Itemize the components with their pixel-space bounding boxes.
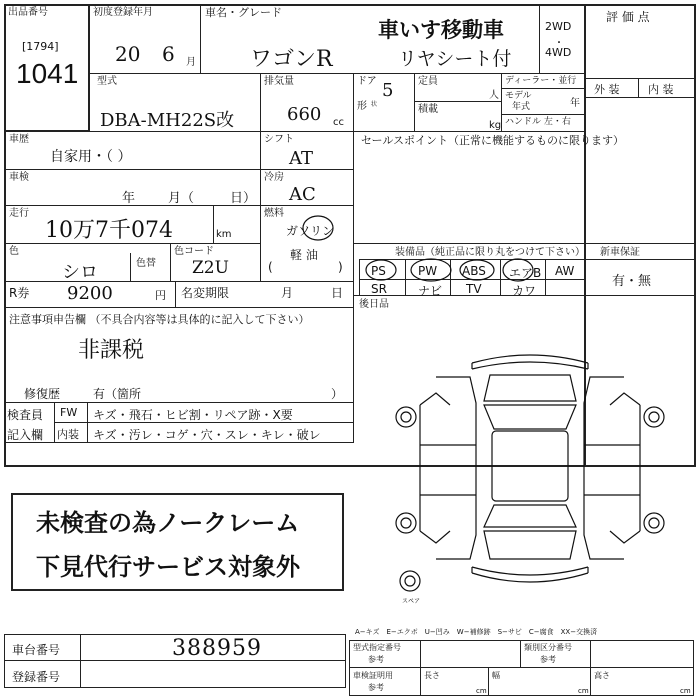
drive-2wd: 2WD (545, 20, 572, 33)
registration-year: 20 (115, 42, 141, 66)
history-value: 自家用・（ ） (50, 149, 132, 165)
cert-height-unit: cm (680, 687, 691, 695)
equip-airbag: エアB (509, 266, 542, 280)
plate-label: 登録番号 (12, 670, 61, 684)
aircon-label: 冷房 (264, 172, 284, 183)
grade-exterior-label: 外 装 (594, 83, 620, 96)
mileage-value: 10万7千074 (45, 218, 173, 243)
inspection-month: 月（ (168, 191, 195, 206)
grade-label: 評 価 点 (606, 10, 650, 24)
equip-sr: SR (371, 282, 387, 296)
fuel-diesel: 軽 油 (290, 248, 318, 262)
warranty-value: 有・無 (612, 274, 652, 289)
inspector-int: 内装 (57, 428, 79, 441)
registration-cert-label2: 参考 (368, 683, 384, 692)
notes-value: 非課税 (78, 338, 145, 363)
history-label: 車歴 (9, 134, 29, 145)
dealer-year-unit: 年 (570, 98, 580, 109)
fuel-label: 燃料 (264, 208, 284, 219)
doors-label: ドア (357, 76, 377, 87)
fuel-paren-left: ( (268, 260, 273, 274)
after-day-label: 後日品 (359, 299, 389, 310)
repair-value: 有（箇所 (93, 387, 142, 401)
load-label: 積載 (418, 104, 438, 115)
capacity-label: 定員 (418, 76, 438, 87)
inspector-int-text: キズ・汚レ・コゲ・穴・スレ・キレ・破レ (93, 428, 321, 442)
damage-legend: A−キズ E−エクボ U−凹み W−補修跡 S−サビ C−腐食 XX−交換済 (355, 628, 598, 636)
cert-length-label: 長さ (424, 671, 440, 680)
type-value: DBA-MH22S改 (100, 110, 235, 131)
color-label: 色 (9, 246, 19, 257)
registration-cert-label1: 車検証明用 (353, 671, 393, 680)
car-model: ワゴンR (250, 47, 333, 72)
shape-sub: 状 (371, 101, 378, 108)
category-number-label1: 類別区分番号 (524, 643, 572, 652)
car-note-line2: リヤシート付 (398, 48, 512, 70)
cert-length-unit: cm (476, 687, 487, 695)
cert-width-unit: cm (578, 687, 589, 695)
inspector-fw-text: キズ・飛石・ヒビ割・リペア跡・X要 (93, 408, 293, 422)
fuel-gasoline-circle (300, 212, 340, 242)
repair-close: ） (331, 387, 344, 401)
name-change-label: 名変期限 (181, 286, 230, 300)
history-box (4, 131, 261, 170)
mileage-label: 走行 (9, 208, 29, 219)
dealer-model-label: モデル (505, 91, 532, 101)
engine-value: 660 (287, 104, 322, 125)
cert-width-label: 幅 (492, 671, 500, 680)
color-value: シロ (62, 262, 98, 283)
registration-month: 6 (162, 42, 175, 66)
drive-4wd: 4WD (545, 46, 572, 59)
equipment-label: 装備品（純正品に限り丸をつけて下さい） (395, 247, 585, 258)
color-change-label: 色替 (136, 258, 156, 269)
circle-abs (460, 260, 494, 280)
registration-label: 初度登録年月 (93, 7, 153, 18)
spare-label: スペア (402, 598, 421, 605)
fuel-paren-right: ) (338, 260, 343, 274)
shape-label: 形 (357, 101, 367, 112)
chassis-label: 車台番号 (12, 643, 61, 657)
equip-navi: ナビ (418, 284, 443, 298)
model-designation-label2: 参考 (368, 655, 384, 664)
dealer-model-sub: 年式 (512, 102, 531, 112)
notice-line1: 未検査の為ノークレーム (36, 510, 300, 537)
type-label: 型式 (97, 76, 117, 87)
lot-number: 1041 (16, 58, 79, 89)
car-diagram (380, 345, 680, 610)
name-change-day: 日 (331, 286, 344, 300)
engine-unit: cc (333, 117, 344, 128)
lot-label: 出品番号 (8, 7, 48, 18)
color-code-value: Z2U (192, 258, 229, 278)
equip-ps: PS (371, 264, 386, 278)
car-name-label: 車名・グレード (205, 6, 282, 19)
equip-leather: カワ (512, 284, 537, 298)
registration-month-unit: 月 (186, 57, 196, 68)
engine-label: 排気量 (264, 76, 294, 87)
inspection-label: 車検 (9, 172, 29, 183)
recycle-label: R券 (9, 286, 30, 300)
registration-cert-box (349, 667, 694, 696)
inspector-label2: 記入欄 (7, 428, 44, 442)
recycle-value: 9200 (67, 283, 113, 304)
load-unit: kg (489, 120, 502, 131)
mileage-unit: km (216, 229, 232, 240)
circle-ps (366, 260, 396, 280)
chassis-value: 388959 (172, 636, 262, 661)
shift-label: シフト (264, 134, 294, 145)
circle-pw (411, 259, 451, 281)
equip-tv: TV (466, 282, 482, 296)
lot-small: [1794] (22, 40, 59, 53)
drive-dot: ・ (554, 38, 564, 49)
model-designation-label1: 型式指定番号 (353, 643, 401, 652)
fuel-gasoline: ガソリン (286, 224, 335, 238)
recycle-unit: 円 (155, 289, 166, 302)
color-code-label: 色コード (174, 246, 214, 257)
notes-label: 注意事項申告欄 （不具合内容等は具体的に記入して下さい） (9, 313, 310, 326)
warranty-label: 新車保証 (600, 247, 640, 258)
car-note-line1: 車いす移動車 (378, 17, 504, 42)
notice-line2: 下見代行サービス対象外 (36, 554, 300, 581)
grade-interior-label: 内 装 (648, 83, 674, 96)
circle-airbag (503, 259, 533, 281)
category-number-label2: 参考 (540, 655, 556, 664)
inspector-fw: FW (60, 406, 78, 419)
inspector-label1: 検査員 (7, 408, 44, 422)
dealer-handle: ハンドル 左・右 (505, 117, 571, 127)
inspection-day: 日） (230, 191, 257, 206)
aircon-value: AC (289, 184, 316, 205)
cert-height-label: 高さ (594, 671, 610, 680)
dealer-label: ディーラー・並行 (505, 76, 577, 86)
sales-box (353, 131, 585, 244)
name-change-month: 月 (281, 286, 294, 300)
equip-aw: AW (555, 264, 575, 278)
shift-value: AT (289, 148, 314, 169)
equip-pw: PW (418, 264, 438, 278)
equipment-circles (355, 256, 555, 286)
equip-abs: ABS (462, 264, 486, 278)
inspection-year: 年 (122, 191, 136, 206)
repair-label: 修復歴 (24, 387, 61, 401)
sales-label: セールスポイント（正常に機能するものに限ります） (361, 134, 625, 147)
doors-value: 5 (382, 80, 394, 101)
capacity-unit: 人 (489, 90, 499, 101)
